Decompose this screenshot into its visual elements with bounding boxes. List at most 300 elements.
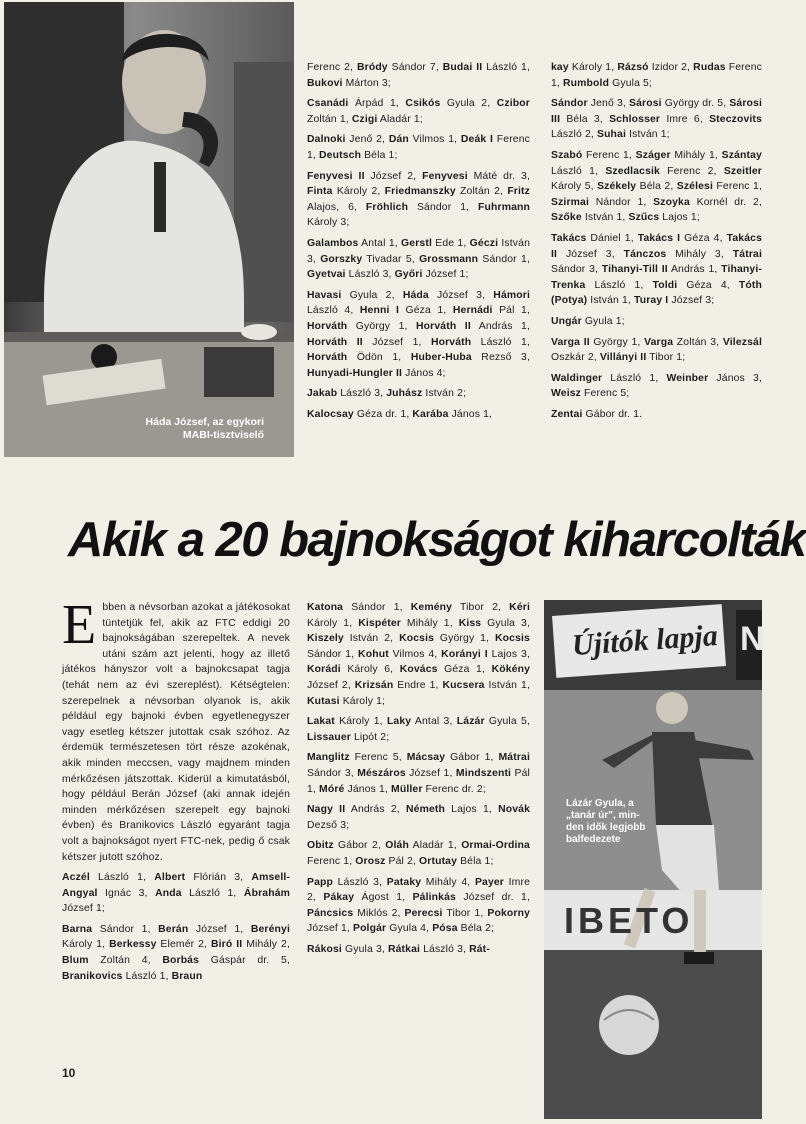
player-detail: Lajos 1; (659, 212, 700, 224)
player-detail: Elemér 2, (156, 939, 211, 951)
player-surname: Sárosi III (551, 98, 762, 125)
photo-caption-bottom-line2: „tanár úr", min- (566, 810, 640, 821)
player-detail: Sándor 1, (307, 648, 359, 660)
player-detail: Lajos 3, (487, 648, 531, 660)
photo-caption-bottom (566, 798, 645, 846)
player-detail: Sándor 1, (92, 923, 159, 935)
player-detail: Mihály 4, (421, 876, 475, 888)
player-surname: Anda (155, 887, 182, 899)
player-detail: Károly 1, (62, 939, 110, 951)
player-detail: Máté dr. 3, (467, 170, 530, 182)
player-surname: Mészáros (357, 767, 406, 779)
player-surname: Tátrai (732, 248, 762, 260)
player-detail: Károly 5, (551, 181, 598, 193)
player-detail: György 1, (589, 336, 645, 348)
roster-paragraph (307, 96, 530, 127)
player-surname: Toldi (652, 279, 678, 291)
player-detail: József 3; (668, 295, 715, 307)
drop-cap: E (62, 594, 97, 656)
player-detail: Ferenc 1, (713, 181, 762, 193)
player-detail: Géza 4, (677, 279, 739, 291)
photo-lazar-gyula (544, 600, 765, 1119)
player-surname: Pósa (432, 923, 458, 935)
player-detail: Ferenc 1, (551, 62, 762, 89)
player-surname: Horváth (307, 352, 348, 364)
player-detail: Antal 1, (358, 237, 402, 249)
player-surname: Pokorny (487, 907, 530, 919)
player-detail: László 1, (471, 336, 530, 348)
player-surname: Fenyvesi II (307, 170, 365, 182)
player-detail: István 2; (422, 388, 467, 400)
player-detail: László 2, (551, 129, 597, 141)
sign-side-letter: N (740, 620, 765, 658)
player-detail: Gyula 3, (481, 617, 530, 629)
player-detail: Gábor 2, (333, 840, 386, 852)
roster-paragraph (551, 231, 762, 309)
player-surname: Villányi II (599, 352, 647, 364)
player-surname: Szőke (551, 212, 582, 224)
player-surname: Kocsis (399, 633, 435, 645)
player-surname: Szántay (721, 149, 762, 161)
player-surname: Kutasi (307, 695, 340, 707)
player-detail: Géza 4, (680, 232, 727, 244)
player-surname: Lakat (307, 716, 335, 728)
player-surname: Szeitler (723, 165, 762, 177)
player-surname: Varga (644, 336, 674, 348)
player-surname: Barna (62, 923, 93, 935)
photo-caption-top-line2: MABI-tisztviselő (182, 429, 264, 441)
player-surname: Takács (551, 232, 587, 244)
player-surname: Waldinger (551, 372, 603, 384)
roster-paragraph (307, 386, 530, 402)
player-surname: Tánczos (623, 248, 667, 260)
intro-paragraph (62, 594, 290, 865)
roster-paragraph (307, 838, 530, 869)
player-detail: József 3, (557, 248, 624, 260)
player-surname: Czigi (351, 113, 378, 125)
player-surname: Henni I (359, 305, 400, 317)
player-detail: Zoltán 1, (307, 113, 352, 125)
player-surname: Pálinkás (412, 892, 456, 904)
player-detail: Gábor dr. 1. (582, 408, 643, 420)
player-surname: Gorszky (320, 253, 363, 265)
player-surname: Szabó (551, 149, 583, 161)
roster-paragraph (62, 870, 290, 917)
player-surname: Bródy (356, 62, 388, 73)
player-detail: Dezső 3; (307, 819, 350, 831)
top-column-3 (551, 60, 762, 427)
player-surname: Oláh (385, 840, 409, 852)
player-detail: Árpád 1, (348, 98, 406, 110)
player-detail: Ferenc 2, (659, 165, 724, 177)
player-surname: Tihanyi-Till II (601, 264, 668, 276)
player-detail: Mihály 3, (666, 248, 733, 260)
player-detail: Gyula 1; (581, 315, 625, 327)
player-surname: Berényi (250, 923, 290, 935)
player-surname: Bukovi (307, 77, 343, 89)
player-detail: László 1, (602, 372, 667, 384)
player-detail: László 3, (345, 269, 395, 281)
player-surname: Fuhrmann (478, 201, 531, 213)
player-detail: Béla 2, (636, 181, 677, 193)
player-surname: Weinber (666, 372, 709, 384)
player-surname: Dán (388, 134, 409, 146)
player-surname: Fenyvesi (422, 170, 468, 182)
intro-text: bben a névsorban azokat a játékosokat tüntetjük fel, akik az FTC eddigi 20 bajnokságában szerepeltek. A nevek utáni szám azt jelenti, hogy az illető játékos hányszor volt a bajnokcsapat tagja (tehát nem az évi szereplést). Kétségtelen: szerepelnek a névsorban olyanok is, akik például egy bajnoki évben egyetlenegyszer vagy esetleg kétszer jutottak csak szóhoz. Az érdemük természetesen tört része azokénak, akik minden meccsen, vagy majdnem minden mérkőzésen játszottak. Kiderül a kimutatásból, hogy például Berán József (aki annak idején minden mérkőzésen szerepelt egy bajnoki évben) és Branikovics László egyaránt tagja volt a bajnokságot nyert FTC-nek, pedig ő csak kétszer jutott szóhoz. (62, 602, 290, 863)
player-surname: Rudas (693, 62, 726, 73)
player-surname: Ábrahám (243, 887, 291, 899)
player-surname: Szélesi (676, 181, 714, 193)
player-surname: Albert (154, 872, 186, 884)
roster-paragraph (551, 96, 762, 143)
player-detail: József 2, (307, 679, 355, 691)
player-detail: János 4; (402, 367, 446, 379)
player-surname: Blum (62, 955, 89, 967)
player-surname: Deutsch (319, 149, 362, 161)
player-surname: Korádi (307, 664, 341, 676)
roster-paragraph (551, 335, 762, 366)
player-detail: Gáspár dr. 5, (199, 955, 290, 967)
player-detail: Oszkár 2, (551, 352, 600, 364)
roster-paragraph (307, 802, 530, 833)
player-detail: Tibor 1; (646, 352, 686, 364)
player-surname: Dalnoki (307, 134, 346, 146)
player-detail: József dr. 1, (455, 892, 530, 904)
roster-paragraph (307, 600, 530, 709)
player-detail: János 1, (344, 783, 392, 795)
player-detail: Alajos, 6, (307, 201, 366, 213)
photo-caption-bottom-line4: balfedezete (566, 834, 621, 845)
player-detail: Ferenc dr. 2; (422, 783, 486, 795)
bottom-column-1 (62, 594, 291, 989)
roster-paragraph (307, 60, 530, 91)
player-detail: István 1, (581, 212, 629, 224)
roster-paragraph (551, 371, 762, 402)
player-detail: Dániel 1, (586, 232, 638, 244)
player-surname: Pataky (386, 876, 422, 888)
player-surname: Turay I (633, 295, 669, 307)
player-surname: Horváth (430, 336, 472, 348)
player-surname: Hernádi (452, 305, 493, 317)
player-detail: László 3, (333, 876, 387, 888)
player-surname: Horváth II (416, 320, 471, 332)
player-surname: Gyetvai (307, 269, 346, 281)
player-detail: Imre 2, (307, 876, 530, 904)
player-detail: András 2, (345, 804, 406, 816)
roster-paragraph (307, 875, 530, 937)
player-detail: Mihály 1, (400, 617, 459, 629)
player-surname: Papp (307, 876, 334, 888)
photo-caption-top (100, 416, 264, 442)
player-surname: Müller (391, 783, 423, 795)
player-surname: Tihanyi-Trenka (551, 264, 763, 291)
player-surname: Kiszely (307, 633, 344, 645)
player-detail: József 1, (362, 336, 431, 348)
player-surname: Kéri (509, 602, 530, 613)
player-surname: Nagy II (307, 804, 346, 816)
player-detail: Sándor 3, (551, 264, 602, 276)
player-surname: Kiss (458, 617, 482, 629)
player-surname: Kucsera (442, 679, 485, 691)
player-detail: László 1, (122, 970, 172, 982)
player-detail: Béla 1; (361, 149, 398, 161)
player-surname: Sándor (551, 98, 588, 110)
player-surname: Borbás (162, 955, 200, 967)
player-detail: Jenő 3, (587, 98, 630, 110)
player-surname: Fritz (507, 186, 530, 198)
headline: Akik a 20 bajnokságot kiharcolták (68, 513, 806, 567)
player-surname: Kispéter (358, 617, 401, 629)
player-detail: László 1, (585, 279, 653, 291)
player-detail: János 3, (708, 372, 762, 384)
photo-caption-top-line1: Háda József, az egykori (145, 416, 264, 428)
player-detail: Miklós 2, (353, 907, 405, 919)
player-detail: Sándor 1, (343, 602, 411, 613)
player-detail: Ede 1, (431, 237, 470, 249)
player-detail: Gyula 4, (386, 923, 433, 935)
player-detail: Sándor 3, (307, 767, 358, 779)
player-surname: Payer (474, 876, 504, 888)
player-detail: István 1, (484, 679, 530, 691)
player-detail: Zoltán 4, (88, 955, 163, 967)
player-detail: Aladár 1; (377, 113, 423, 125)
photo-lazar-illustration (544, 600, 762, 1119)
roster-paragraph (307, 236, 530, 283)
player-surname: Berán (158, 923, 189, 935)
player-surname: Szoyka (653, 196, 690, 208)
player-surname: Fröhlich (365, 201, 409, 213)
player-detail: István 1; (626, 129, 670, 141)
player-surname: Rumbold (563, 77, 610, 89)
player-detail: József 1, (405, 767, 456, 779)
player-surname: Rázsó (617, 62, 649, 73)
player-surname: Ormai-Ordina (461, 840, 530, 852)
player-detail: László 1, (181, 887, 244, 899)
player-surname: Szedlacsik (605, 165, 660, 177)
bottom-column-1-list (62, 870, 290, 984)
player-surname: Manglitz (307, 752, 350, 764)
player-surname: Ungár (551, 315, 582, 327)
top-column-2 (307, 60, 530, 427)
player-surname: Huber-Huba (410, 352, 472, 364)
player-surname: Braun (171, 970, 203, 982)
player-surname: Berkessy (109, 939, 157, 951)
player-detail: Béla 3, (560, 113, 610, 125)
player-detail: Károly 3; (307, 217, 350, 229)
bottom-column-2 (307, 600, 530, 962)
player-surname: kay (551, 62, 569, 73)
player-surname: Perecsi (404, 907, 443, 919)
player-surname: Aczél (62, 872, 90, 884)
player-detail: Tibor 1, (442, 907, 488, 919)
player-detail: Ferenc 1, (307, 855, 356, 867)
player-detail: Károly 1, (568, 62, 618, 73)
player-surname: Amsell-Angyal (62, 872, 291, 899)
player-surname: Géczi (469, 237, 499, 249)
player-detail: Imre 6, (660, 113, 710, 125)
player-surname: Varga II (551, 336, 590, 348)
player-surname: Kemény (410, 602, 453, 613)
player-detail: Károly 1, (307, 617, 359, 629)
player-surname: Gerstl (401, 237, 432, 249)
player-detail: Sándor 7, (387, 62, 443, 73)
player-detail: László 4, (307, 305, 360, 317)
player-detail: Lajos 1, (445, 804, 499, 816)
player-surname: Kalocsay (307, 408, 354, 420)
player-surname: Háda (402, 289, 429, 301)
player-detail: József 1; (422, 269, 469, 281)
player-detail: Jenő 2, (345, 134, 389, 146)
player-surname: Takács II (551, 232, 762, 260)
player-detail: Rezső 3, (471, 352, 530, 364)
player-detail: Gyula 3, (341, 943, 388, 955)
player-detail: László 3, (420, 943, 470, 955)
player-surname: Ortutay (419, 855, 458, 867)
player-detail: Kornél dr. 2, (689, 196, 762, 208)
roster-paragraph (307, 407, 530, 423)
player-surname: Juhász (386, 388, 423, 400)
player-detail: Gábor 1, (445, 752, 499, 764)
player-surname: Móré (319, 783, 345, 795)
player-detail: Endre 1, (393, 679, 443, 691)
player-detail: János 1, (448, 408, 493, 420)
player-detail: László 1, (551, 165, 606, 177)
fence-text: IBETO (564, 900, 694, 941)
player-detail: Károly 1, (334, 716, 387, 728)
player-surname: Csikós (405, 98, 441, 110)
player-surname: Zentai (551, 408, 583, 420)
roster-paragraph (307, 714, 530, 745)
player-surname: Rátkai (387, 943, 421, 955)
player-detail: Pál 2, (385, 855, 420, 867)
roster-paragraph (551, 407, 762, 423)
player-detail: József 2, (364, 170, 423, 182)
player-detail: József 3, (428, 289, 494, 301)
roster-paragraph (62, 922, 290, 984)
player-detail: Ferenc 1, (582, 149, 636, 161)
player-surname: Deák I (460, 134, 494, 146)
player-surname: Mátrai (498, 752, 530, 764)
player-detail: Izidor 2, (648, 62, 694, 73)
player-surname: Novák (498, 804, 531, 816)
player-detail: Károly 1; (339, 695, 386, 707)
player-detail: András 1, (470, 320, 530, 332)
player-surname: Obitz (307, 840, 334, 852)
player-surname: Grossmann (419, 253, 479, 265)
player-detail: András 1, (667, 264, 722, 276)
player-detail: Aladár 1, (408, 840, 462, 852)
player-surname: Friedmanszky (384, 186, 456, 198)
player-surname: Katona (307, 602, 344, 613)
roster-paragraph (307, 750, 530, 797)
player-surname: Schlosser (609, 113, 661, 125)
player-surname: Németh (406, 804, 446, 816)
player-detail: Flórián 3, (185, 872, 252, 884)
player-detail: László 1, (89, 872, 155, 884)
player-surname: Biró II (210, 939, 243, 951)
player-detail: György 1, (347, 320, 417, 332)
player-surname: Czibor (496, 98, 530, 110)
player-surname: Takács I (637, 232, 681, 244)
player-surname: Branikovics (62, 970, 123, 982)
player-surname: Mácsay (406, 752, 446, 764)
player-detail: Sándor 1, (408, 201, 479, 213)
player-detail: Pál 1, (492, 305, 531, 317)
player-detail: Vilmos 1, (408, 134, 461, 146)
player-surname: Száger (635, 149, 671, 161)
player-surname: Jakab (307, 388, 338, 400)
player-surname: Weisz (551, 388, 582, 400)
player-detail: Gyula 2, (341, 289, 403, 301)
photo-hada-jozsef (4, 2, 294, 457)
player-detail: Ágost 1, (354, 892, 413, 904)
player-detail: Gyula 2, (440, 98, 497, 110)
roster-paragraph (551, 60, 762, 91)
player-surname: Kocsis (495, 633, 530, 645)
player-surname: Sárosi (629, 98, 662, 110)
player-surname: Hunyadi-Hungler II (307, 367, 403, 379)
player-surname: Csanádi (307, 98, 349, 110)
roster-paragraph (307, 132, 530, 163)
player-detail: Gyula 5; (609, 77, 653, 89)
player-surname: Győri (394, 269, 423, 281)
player-detail: Károly 6, (340, 664, 400, 676)
player-surname: Vilezsál (722, 336, 762, 348)
player-surname: Rákosi (307, 943, 342, 955)
player-surname: Pákay (323, 892, 355, 904)
player-surname: Lázár (456, 716, 485, 728)
player-detail: Zoltán 2, (455, 186, 508, 198)
photo-hada-illustration (4, 2, 294, 457)
player-surname: Lissauer (307, 731, 351, 743)
player-surname: Tóth (Potya) (551, 279, 762, 307)
player-surname: Rát- (469, 943, 490, 955)
player-surname: Finta (307, 186, 333, 198)
player-detail: Géza 1, (399, 305, 453, 317)
player-detail: Tivadar 5, (362, 253, 420, 265)
player-surname: Orosz (355, 855, 386, 867)
player-detail: György 1, (434, 633, 496, 645)
player-detail: Pál 1, (307, 767, 530, 795)
player-detail: Tibor 2, (452, 602, 510, 613)
player-detail: István 1, (587, 295, 634, 307)
player-detail: Ödön 1, (347, 352, 411, 364)
player-detail: István 3, (307, 237, 531, 265)
player-surname: Szűcs (628, 212, 660, 224)
player-surname: Havasi (307, 289, 342, 301)
player-surname: Galambos (307, 237, 359, 249)
player-surname: Karába (412, 408, 449, 420)
player-detail: Géza dr. 1, (353, 408, 413, 420)
player-detail: József 1; (62, 903, 105, 915)
player-detail: Márton 3; (342, 77, 391, 89)
player-detail: József 1, (188, 923, 251, 935)
player-surname: Polgár (352, 923, 387, 935)
player-surname: Hámori (493, 289, 530, 301)
player-detail: Vilmos 4, (388, 648, 442, 660)
player-detail: László 1, (482, 62, 531, 73)
roster-paragraph (307, 169, 530, 231)
player-detail: Ferenc 5; (581, 388, 630, 400)
player-detail: Ferenc 5, (349, 752, 407, 764)
player-detail: Ferenc 1, (307, 134, 531, 161)
photo-caption-bottom-line3: den idők legjobb (566, 822, 646, 833)
player-detail: Mihály 1, (670, 149, 722, 161)
player-detail: Nándor 1, (589, 196, 654, 208)
player-detail: István 2, (343, 633, 400, 645)
player-surname: Székely (597, 181, 637, 193)
player-surname: Suhai (596, 129, 627, 141)
